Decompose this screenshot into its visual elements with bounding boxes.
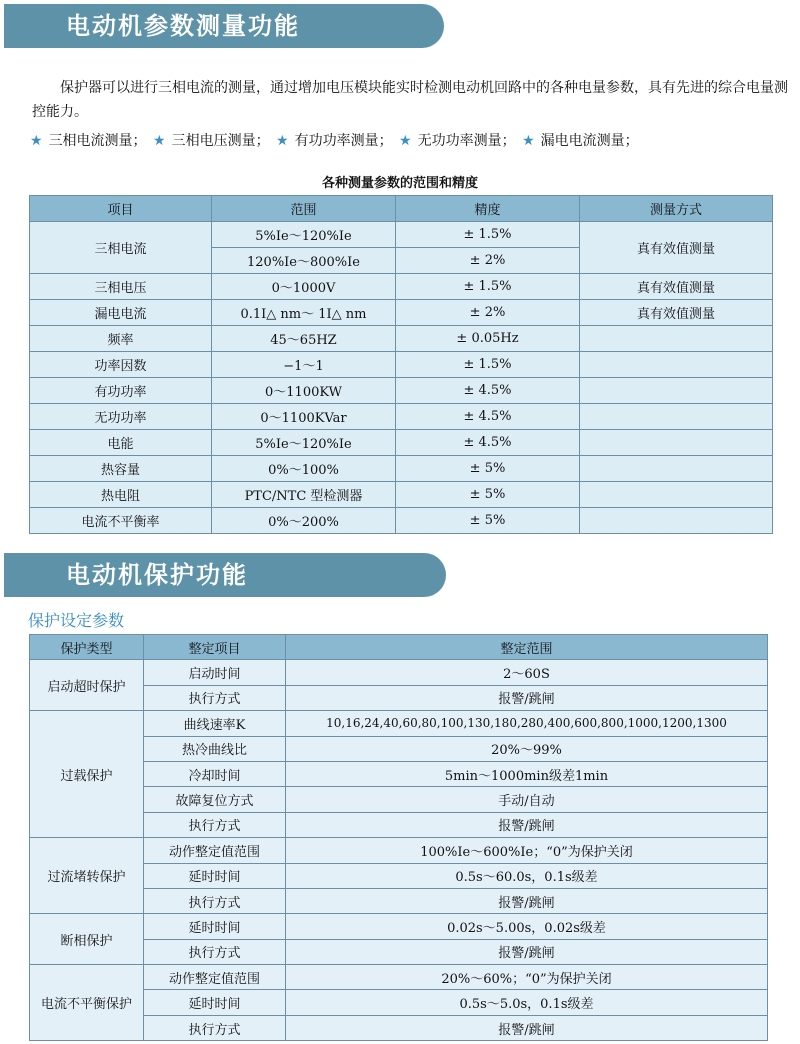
table-row (30, 711, 768, 736)
cell-accuracy: ± 2% (396, 300, 580, 326)
cell-setting-item: 冷却时间 (144, 761, 286, 786)
cell-range: 5%Ie～120%Ie (212, 430, 396, 456)
cell-method: 真有效值测量 (580, 274, 773, 300)
feature-item: 无功功率测量； (417, 133, 516, 149)
header-cell: 精度 (396, 196, 580, 222)
cell-accuracy: ± 5% (396, 456, 580, 482)
cell-range: PTC/NTC 型检测器 (212, 482, 396, 508)
cell-setting-item: 执行方式 (144, 939, 286, 964)
cell-protection-type: 断相保护 (30, 914, 144, 965)
cell-range: 0%～100% (212, 456, 396, 482)
intro-paragraph: 保护器可以进行三相电流的测量，通过增加电压模块能实时检测电动机回路中的各种电量参数，具有先进的综合电量测控能力。 (32, 80, 788, 120)
cell-protection-type: 过载保护 (30, 711, 144, 838)
star-icon: ★ (399, 133, 412, 149)
cell-accuracy: ± 1.5% (396, 352, 580, 378)
star-icon: ★ (153, 133, 166, 149)
cell-range: 0～1100KVar (212, 404, 396, 430)
cell-protection-type: 启动超时保护 (30, 660, 144, 711)
cell-accuracy: ± 5% (396, 482, 580, 508)
cell-setting-item: 曲线速率K (144, 711, 286, 736)
section-title-protection: 电动机保护功能 (66, 561, 248, 589)
cell-setting-range: 手动/自动 (286, 787, 768, 812)
cell-setting-range: 20%～99% (286, 736, 768, 761)
cell-setting-range: 报警/跳闸 (286, 812, 768, 837)
cell-item: 漏电电流 (30, 300, 212, 326)
measurement-table-caption: 各种测量参数的范围和精度 (321, 176, 478, 191)
cell-setting-item: 动作整定值范围 (144, 838, 286, 863)
cell-setting-range: 报警/跳闸 (286, 939, 768, 964)
cell-range: 0～1100KW (212, 378, 396, 404)
cell-setting-item: 启动时间 (144, 660, 286, 685)
cell-range: 45～65HZ (212, 326, 396, 352)
header-cell: 项目 (30, 196, 212, 222)
cell-setting-range: 10,16,24,40,60,80,100,130,180,280,400,600,800,1000,1200,1300 (286, 711, 768, 736)
cell-setting-range: 20%～60%；“0”为保护关闭 (286, 965, 768, 990)
cell-setting-range: 报警/跳闸 (286, 685, 768, 710)
cell-range: 0.1I△ nm～ 1I△ nm (212, 300, 396, 326)
cell-item: 三相电流 (30, 222, 212, 274)
cell-item: 热电阻 (30, 482, 212, 508)
cell-protection-type: 过流堵转保护 (30, 838, 144, 914)
cell-method (580, 352, 773, 378)
header-cell: 测量方式 (580, 196, 773, 222)
cell-setting-item: 热冷曲线比 (144, 736, 286, 761)
cell-accuracy: ± 4.5% (396, 404, 580, 430)
cell-method (580, 482, 773, 508)
cell-protection-type: 电流不平衡保护 (30, 965, 144, 1041)
cell-accuracy: ± 4.5% (396, 378, 580, 404)
cell-item: 功率因数 (30, 352, 212, 378)
cell-setting-item: 执行方式 (144, 888, 286, 913)
cell-item: 无功功率 (30, 404, 212, 430)
cell-method (580, 430, 773, 456)
feature-item: 三相电压测量； (171, 133, 270, 149)
cell-setting-range: 报警/跳闸 (286, 888, 768, 913)
table-row (30, 378, 773, 404)
cell-setting-item: 执行方式 (144, 685, 286, 710)
table-row (30, 508, 773, 534)
feature-item: 有功功率测量； (294, 133, 393, 149)
cell-range: 120%Ie～800%Ie (212, 248, 396, 274)
cell-accuracy: ± 0.05Hz (396, 326, 580, 352)
header-cell: 保护类型 (30, 635, 144, 660)
cell-range: 0～1000V (212, 274, 396, 300)
cell-setting-range: 0.5s～5.0s，0.1s级差 (286, 990, 768, 1015)
cell-accuracy: ± 1.5% (396, 222, 580, 248)
cell-setting-item: 延时时间 (144, 990, 286, 1015)
cell-setting-range: 0.02s～5.00s，0.02s级差 (286, 914, 768, 939)
cell-setting-range: 100%Ie～600%Ie；“0”为保护关闭 (286, 838, 768, 863)
cell-item: 有功功率 (30, 378, 212, 404)
cell-setting-item: 延时时间 (144, 914, 286, 939)
cell-setting-item: 动作整定值范围 (144, 965, 286, 990)
section-title-measurement: 电动机参数测量功能 (66, 12, 300, 40)
cell-setting-item: 执行方式 (144, 1015, 286, 1040)
star-icon: ★ (522, 133, 535, 149)
table-row (30, 965, 768, 990)
cell-accuracy: ± 5% (396, 508, 580, 534)
table-row (30, 300, 773, 326)
cell-method (580, 508, 773, 534)
cell-method (580, 456, 773, 482)
section-banner-measurement (4, 4, 444, 48)
table-row (30, 430, 773, 456)
table-row (30, 482, 773, 508)
header-cell: 范围 (212, 196, 396, 222)
table-row (30, 660, 768, 685)
cell-range: 5%Ie～120%Ie (212, 222, 396, 248)
cell-method (580, 378, 773, 404)
cell-setting-item: 故障复位方式 (144, 787, 286, 812)
cell-setting-range: 5min～1000min级差1min (286, 761, 768, 786)
cell-setting-range: 2～60S (286, 660, 768, 685)
cell-accuracy: ± 2% (396, 248, 580, 274)
cell-item: 频率 (30, 326, 212, 352)
cell-method: 真有效值测量 (580, 300, 773, 326)
cell-item: 热容量 (30, 456, 212, 482)
table-row (30, 838, 768, 863)
cell-setting-item: 延时时间 (144, 863, 286, 888)
header-cell: 整定项目 (144, 635, 286, 660)
table-row (30, 914, 768, 939)
table-row (30, 352, 773, 378)
table-row (30, 326, 773, 352)
section-banner-protection (4, 553, 446, 597)
protection-subheading: 保护设定参数 (28, 611, 125, 630)
cell-accuracy: ± 1.5% (396, 274, 580, 300)
cell-range: 0%～200% (212, 508, 396, 534)
cell-method (580, 404, 773, 430)
table-row (30, 222, 773, 248)
table-row (30, 404, 773, 430)
cell-setting-range: 0.5s～60.0s，0.1s级差 (286, 863, 768, 888)
table-header-row (30, 635, 768, 660)
measurement-table (29, 195, 773, 534)
cell-setting-range: 报警/跳闸 (286, 1015, 768, 1040)
cell-accuracy: ± 4.5% (396, 430, 580, 456)
table-header-row (30, 196, 773, 222)
feature-item: 漏电电流测量； (540, 133, 639, 149)
star-icon: ★ (30, 133, 43, 149)
header-cell: 整定范围 (286, 635, 768, 660)
table-row (30, 274, 773, 300)
protection-table (29, 634, 768, 1041)
cell-item: 电流不平衡率 (30, 508, 212, 534)
cell-range: −1～1 (212, 352, 396, 378)
cell-item: 电能 (30, 430, 212, 456)
cell-method: 真有效值测量 (580, 222, 773, 274)
feature-list (30, 130, 800, 152)
feature-item: 三相电流测量； (48, 133, 147, 149)
star-icon: ★ (276, 133, 289, 149)
cell-method (580, 326, 773, 352)
cell-item: 三相电压 (30, 274, 212, 300)
table-row (30, 456, 773, 482)
cell-setting-item: 执行方式 (144, 812, 286, 837)
